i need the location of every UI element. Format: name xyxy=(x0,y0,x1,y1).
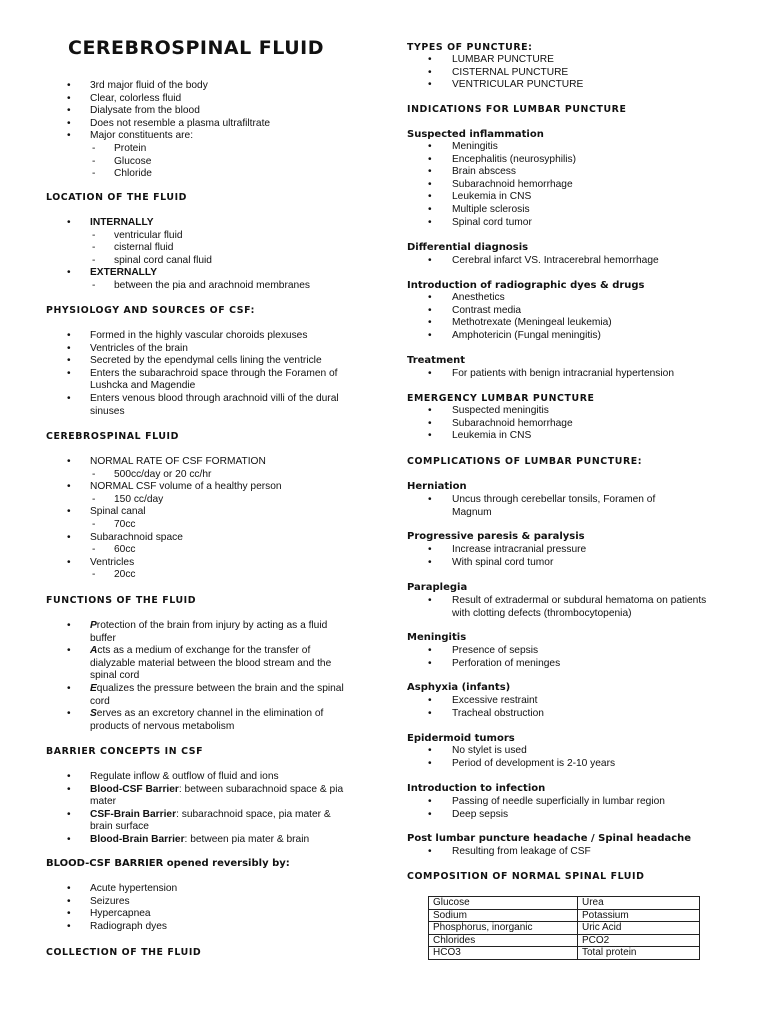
list-item: • Presence of sepsis xyxy=(407,645,707,658)
list-item: • Contrast media xyxy=(407,305,707,318)
list-item: • VENTRICULAR PUNCTURE xyxy=(407,79,707,92)
list-item: • Excessive restraint xyxy=(407,695,707,708)
subheading-paresis: Progressive paresis & paralysis xyxy=(407,531,585,542)
table-cell: Sodium xyxy=(429,909,578,922)
subheading-differential: Differential diagnosis xyxy=(407,242,529,253)
table-cell: Total protein xyxy=(578,947,700,960)
headache-list xyxy=(407,846,707,859)
list-item: - 500cc/day or 20 cc/hr xyxy=(46,469,366,482)
barrier-term: Blood-CSF Barrier xyxy=(90,783,179,795)
list-item: - between the pia and arachnoid membranes xyxy=(46,280,366,293)
table-cell: Uric Acid xyxy=(578,922,700,935)
section-heading-barrier: BARRIER CONCEPTS IN CSF xyxy=(46,746,204,757)
inflammation-list xyxy=(407,141,707,229)
barrier-term: CSF-Brain Barrier xyxy=(90,808,177,820)
externally-label: EXTERNALLY xyxy=(90,267,157,279)
list-item xyxy=(46,267,366,280)
list-item: • Suspected meningitis xyxy=(407,405,707,418)
list-item: • Ventricles of the brain xyxy=(46,343,346,356)
differential-list xyxy=(407,255,707,268)
list-item: • Does not resemble a plasma ultrafiltrate xyxy=(46,118,366,131)
list-item: • Secreted by the ependymal cells lining the ventricle xyxy=(46,355,346,368)
barrier-desc: : between subarachnoid space & pia mater xyxy=(90,783,344,808)
list-item xyxy=(46,708,346,733)
list-item: • Amphotericin (Fungal meningitis) xyxy=(407,330,707,343)
list-item: • CISTERNAL PUNCTURE xyxy=(407,67,707,80)
list-item xyxy=(46,217,366,230)
list-item: - 60cc xyxy=(46,544,366,557)
subheading-paraplegia: Paraplegia xyxy=(407,582,468,593)
list-item: • Leukemia in CNS xyxy=(407,191,707,204)
section-heading-physiology: PHYSIOLOGY AND SOURCES OF CSF: xyxy=(46,305,255,316)
barrier-term: Blood-Brain Barrier xyxy=(90,833,185,845)
list-item xyxy=(46,683,346,708)
intro-list xyxy=(46,80,366,181)
emergency-list xyxy=(407,405,707,443)
section-heading-location: LOCATION OF THE FLUID xyxy=(46,192,188,203)
table-row xyxy=(429,897,700,910)
dyes-list xyxy=(407,292,707,342)
table-cell: HCO3 xyxy=(429,947,578,960)
subheading-dyes: Introduction of radiographic dyes & drugs xyxy=(407,280,645,291)
list-item: • Regulate inflow & outflow of fluid and ions xyxy=(46,771,346,784)
table-cell: Phosphorus, inorganic xyxy=(429,922,578,935)
list-item: • Formed in the highly vascular choroids plexuses xyxy=(46,330,346,343)
list-item: • Dialysate from the blood xyxy=(46,105,366,118)
table-cell: Glucose xyxy=(429,897,578,910)
function-text: rotection of the brain from injury by acting as a fluid buffer xyxy=(90,620,328,644)
meningitis-list xyxy=(407,645,707,670)
list-item: • Increase intracranial pressure xyxy=(407,544,707,557)
subheading-infection: Introduction to infection xyxy=(407,783,546,794)
table-row xyxy=(429,922,700,935)
physiology-list xyxy=(46,330,346,418)
list-item: • Perforation of meninges xyxy=(407,658,707,671)
table-cell: Chlorides xyxy=(429,934,578,947)
list-item: • LUMBAR PUNCTURE xyxy=(407,54,707,67)
table-row xyxy=(429,934,700,947)
list-item: • Clear, colorless fluid xyxy=(46,93,366,106)
list-item: • 3rd major fluid of the body xyxy=(46,80,366,93)
function-initial: S xyxy=(90,708,97,720)
list-item: • Deep sepsis xyxy=(407,809,707,822)
barrier-desc: : between pia mater & brain xyxy=(184,833,310,845)
table-row xyxy=(429,947,700,960)
list-item: • Meningitis xyxy=(407,141,707,154)
list-item: • Enters the subarachroid space through the Foramen of Lushcka and Magendie xyxy=(46,368,346,393)
function-initial: P xyxy=(90,620,97,631)
section-heading-csf: CEREBROSPINAL FLUID xyxy=(46,431,180,442)
internally-label: INTERNALLY xyxy=(90,217,154,228)
subheading-epidermoid: Epidermoid tumors xyxy=(407,733,515,744)
list-item: • Passing of needle superficially in lumbar region xyxy=(407,796,707,809)
list-item: • Subarachnoid space xyxy=(46,532,366,545)
list-item: • Anesthetics xyxy=(407,292,707,305)
list-item: • With spinal cord tumor xyxy=(407,557,707,570)
table-cell: Urea xyxy=(578,897,700,910)
list-item xyxy=(46,834,346,847)
infection-list xyxy=(407,796,707,821)
list-item xyxy=(46,620,346,645)
section-heading-indications: INDICATIONS FOR LUMBAR PUNCTURE xyxy=(407,104,627,115)
subheading-inflammation: Suspected inflammation xyxy=(407,129,544,140)
section-heading-opened: BLOOD-CSF BARRIER opened reversibly by: xyxy=(46,858,290,869)
list-item: - cisternal fluid xyxy=(46,242,366,255)
list-item: - Glucose xyxy=(46,156,366,169)
list-item: • Multiple sclerosis xyxy=(407,204,707,217)
list-item: • Encephalitis (neurosyphilis) xyxy=(407,154,707,167)
functions-list xyxy=(46,620,346,733)
list-item: • Tracheal obstruction xyxy=(407,708,707,721)
section-heading-complications: COMPLICATIONS OF LUMBAR PUNCTURE: xyxy=(407,456,643,467)
paresis-list xyxy=(407,544,707,569)
list-item xyxy=(46,645,346,683)
list-item: • No stylet is used xyxy=(407,745,707,758)
table-cell: Potassium xyxy=(578,909,700,922)
list-item: - spinal cord canal fluid xyxy=(46,255,366,268)
list-item: • Leukemia in CNS xyxy=(407,430,707,443)
list-item xyxy=(46,809,346,834)
function-text: cts as a medium of exchange for the transfer of dialyzable material between the blood stream and the spinal cord xyxy=(90,645,332,682)
list-item: • Brain abscess xyxy=(407,166,707,179)
list-item: • Hypercapnea xyxy=(46,908,366,921)
function-text: erves as an excretory channel in the elimination of products of nervous metabolism xyxy=(90,708,324,732)
list-item: • Period of development is 2-10 years xyxy=(407,758,707,771)
section-heading-collection: COLLECTION OF THE FLUID xyxy=(46,947,202,958)
paraplegia-list xyxy=(407,595,707,620)
list-item: - Protein xyxy=(46,143,366,156)
asphyxia-list xyxy=(407,695,707,720)
list-item: • Spinal canal xyxy=(46,506,366,519)
subheading-herniation: Herniation xyxy=(407,481,467,492)
list-item: - 20cc xyxy=(46,569,366,582)
opened-list xyxy=(46,883,366,933)
list-item: • Enters venous blood through arachnoid villi of the dural sinuses xyxy=(46,393,346,418)
function-initial: E xyxy=(90,682,97,694)
list-item: • Ventricles xyxy=(46,557,366,570)
list-item: • Radiograph dyes xyxy=(46,921,366,934)
subheading-treatment: Treatment xyxy=(407,355,466,366)
list-item xyxy=(46,784,346,809)
list-item: - 70cc xyxy=(46,519,366,532)
list-item: • Seizures xyxy=(46,896,366,909)
barrier-desc: : subarachnoid space, pia mater & brain surface xyxy=(90,808,331,833)
section-heading-emergency: EMERGENCY LUMBAR PUNCTURE xyxy=(407,393,595,404)
epidermoid-list xyxy=(407,745,707,770)
section-heading-composition: COMPOSITION OF NORMAL SPINAL FLUID xyxy=(407,871,645,882)
list-item: - ventricular fluid xyxy=(46,230,366,243)
list-item: • Uncus through cerebellar tonsils, Foramen of Magnum xyxy=(407,494,697,519)
composition-table xyxy=(428,896,700,960)
function-initial: A xyxy=(90,645,98,657)
list-item: • Methotrexate (Meningeal leukemia) xyxy=(407,317,707,330)
list-item: - Chloride xyxy=(46,168,366,181)
list-item: • NORMAL RATE OF CSF FORMATION xyxy=(46,456,366,469)
list-item: • Spinal cord tumor xyxy=(407,217,707,230)
table-cell: PCO2 xyxy=(578,934,700,947)
list-item: • Cerebral infarct VS. Intracerebral hemorrhage xyxy=(407,255,707,268)
list-item: • Major constituents are: xyxy=(46,130,366,143)
list-item: • For patients with benign intracranial hypertension xyxy=(407,368,707,381)
list-item: • NORMAL CSF volume of a healthy person xyxy=(46,481,366,494)
list-item: • Result of extradermal or subdural hematoma on patients with clotting defects (thrombocytopenia) xyxy=(407,595,707,620)
list-item: • Subarachnoid hemorrhage xyxy=(407,179,707,192)
function-text: qualizes the pressure between the brain and the spinal cord xyxy=(90,682,344,707)
list-item: - 150 cc/day xyxy=(46,494,366,507)
list-item: • Subarachnoid hemorrhage xyxy=(407,418,707,431)
list-item: • Resulting from leakage of CSF xyxy=(407,846,707,859)
section-heading-functions: FUNCTIONS OF THE FLUID xyxy=(46,595,197,606)
list-item: • Acute hypertension xyxy=(46,883,366,896)
subheading-headache: Post lumbar puncture headache / Spinal headache xyxy=(407,833,692,844)
barrier-list xyxy=(46,771,346,847)
subheading-asphyxia: Asphyxia (infants) xyxy=(407,682,511,693)
subheading-meningitis: Meningitis xyxy=(407,632,467,643)
table-row xyxy=(429,909,700,922)
page-title: CEREBROSPINAL FLUID xyxy=(68,37,324,59)
treatment-list xyxy=(407,368,707,381)
csf-list xyxy=(46,456,366,582)
location-list xyxy=(46,217,366,293)
herniation-list xyxy=(407,494,697,519)
section-heading-types: TYPES OF PUNCTURE: xyxy=(407,42,533,53)
types-list xyxy=(407,54,707,92)
